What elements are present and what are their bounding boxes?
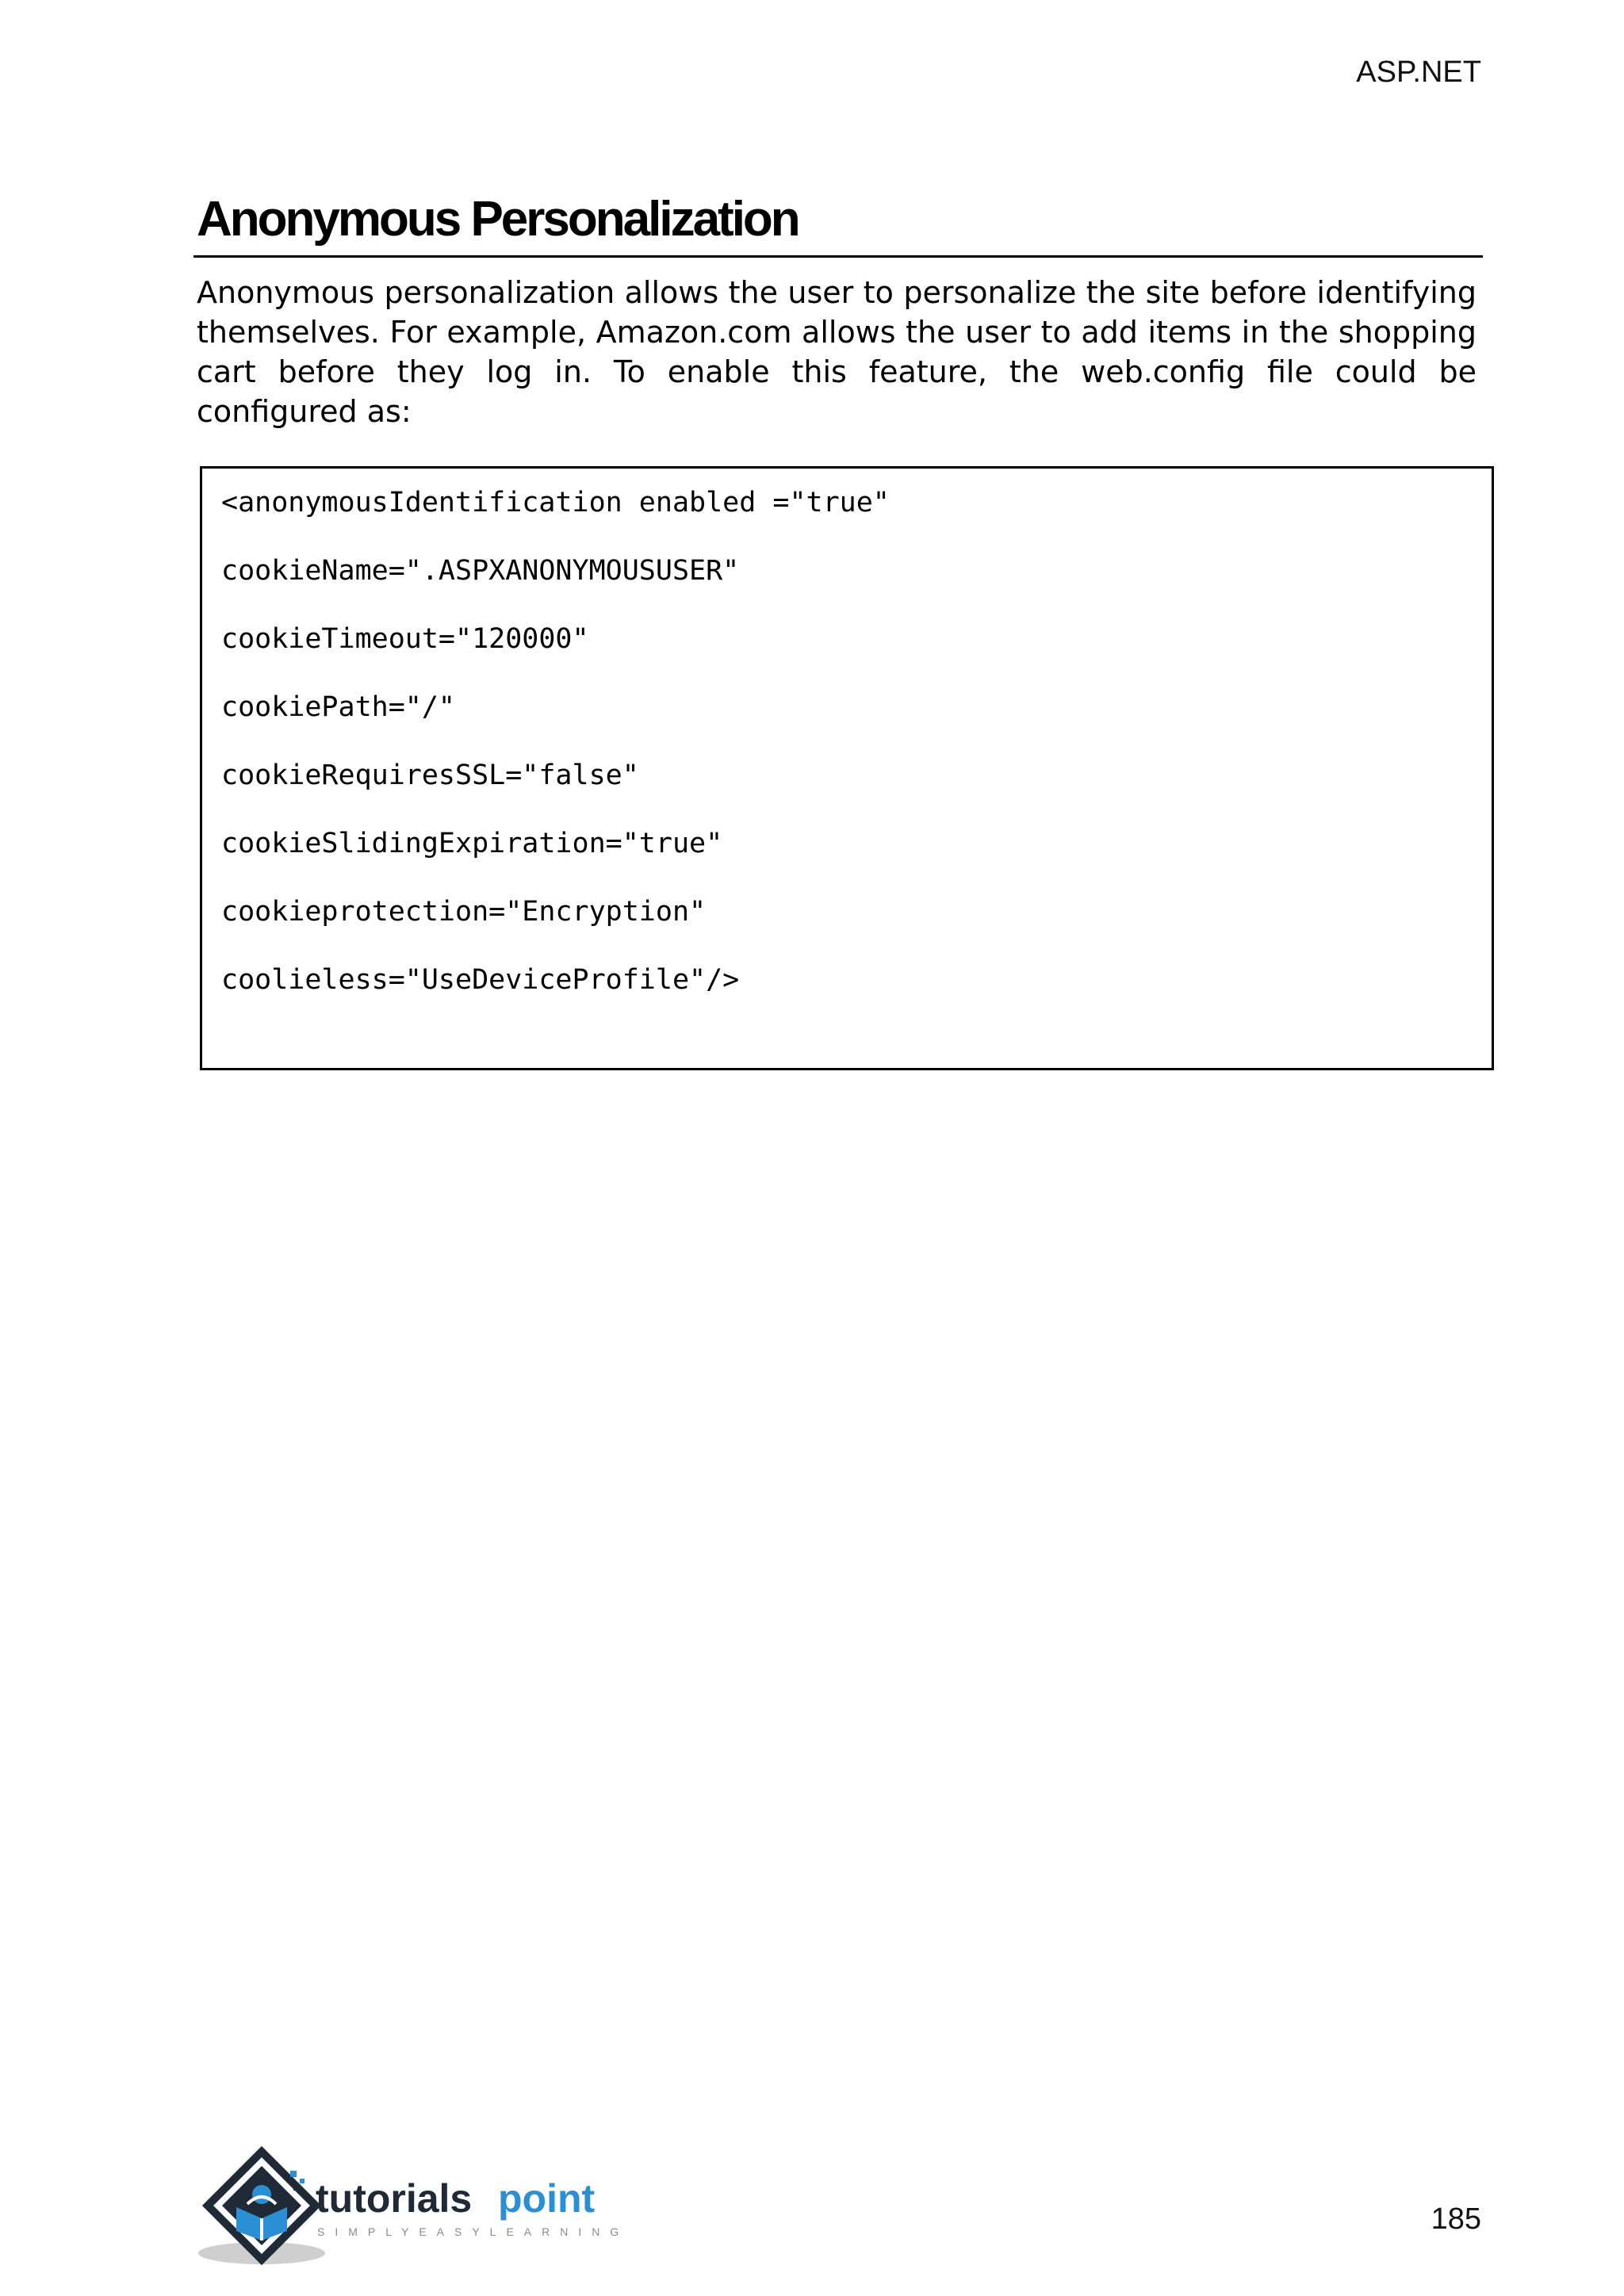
title-divider (193, 255, 1483, 258)
running-header: ASP.NET (1356, 55, 1481, 89)
footer-logo (197, 2142, 625, 2269)
page-number: 185 (1431, 2202, 1481, 2236)
section-title: Anonymous Personalization (197, 192, 799, 247)
code-line: coolieless="UseDeviceProfile"/> (221, 964, 740, 996)
code-block (200, 466, 1494, 1070)
code-line: cookieTimeout="120000" (221, 623, 589, 655)
code-line: cookieName=".ASPXANONYMOUSUSER" (221, 555, 740, 587)
logo-wordmark-accent: point (498, 2176, 596, 2221)
logo-wordmark-dark: tutorials (316, 2176, 473, 2221)
logo-tagline: SIMPLYEASYLEARNING (317, 2225, 625, 2238)
code-line: cookieSlidingExpiration="true" (221, 828, 723, 859)
code-line: cookiePath="/" (221, 691, 456, 723)
code-line: cookieprotection="Encryption" (221, 896, 707, 928)
code-line: cookieRequiresSSL="false" (221, 760, 639, 791)
code-line: <anonymousIdentification enabled ="true" (221, 487, 890, 519)
body-paragraph: Anonymous personalization allows the user to personalize the site before identifying themselves. For example, Amazon.com allows the user to add items in the shopping cart before they log in. To enable this feature, the web.config file could be configured as: (197, 275, 1477, 429)
tutorialspoint-logo-icon (197, 2142, 625, 2269)
